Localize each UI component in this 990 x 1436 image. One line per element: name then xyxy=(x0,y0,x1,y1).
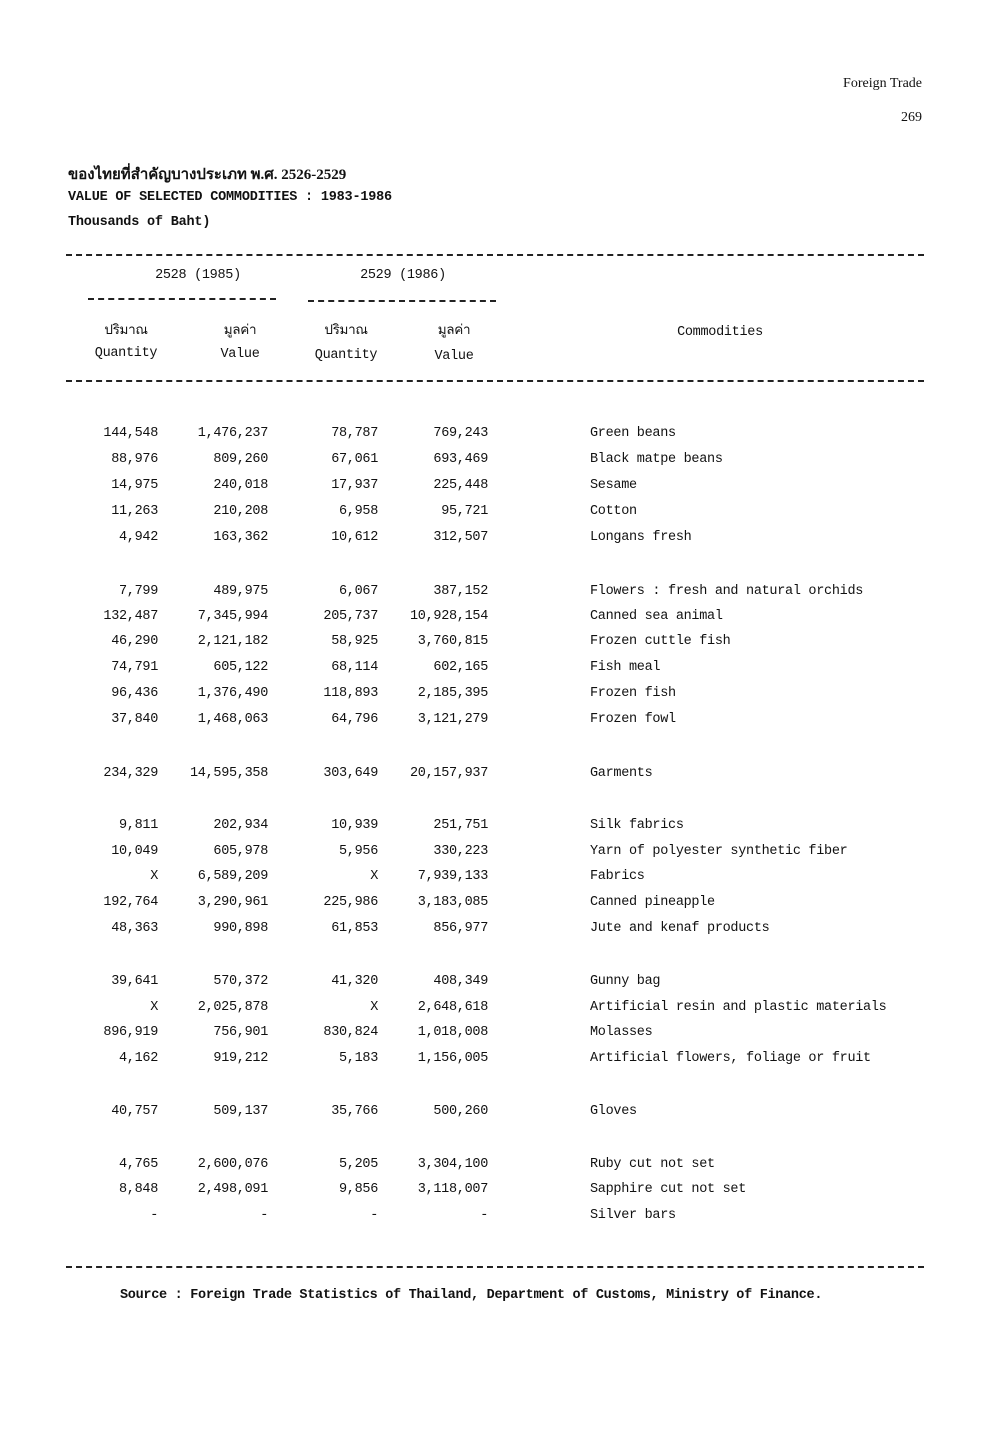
quantity-1986: 6,958 xyxy=(338,504,378,519)
quantity-1985: 96,436 xyxy=(111,686,158,701)
value-1985: 990,898 xyxy=(213,921,268,936)
table-row xyxy=(0,869,990,893)
quantity-1986: 17,937 xyxy=(331,478,378,493)
commodity-name: Artificial resin and plastic materials xyxy=(590,1000,887,1015)
value-1985: 2,600,076 xyxy=(197,1157,268,1172)
source-note: Source : Foreign Trade Statistics of Thailand, Department of Customs, Ministry of Finance. xyxy=(120,1288,823,1303)
unit-note: Thousands of Baht) xyxy=(68,215,211,230)
quantity-1986: 68,114 xyxy=(331,660,378,675)
value-1985: 1,468,063 xyxy=(197,712,268,727)
thai-title: ของไทยที่สำคัญบางประเภท พ.ศ. 2526-2529 xyxy=(68,167,347,183)
value-1985: 1,476,237 xyxy=(197,426,268,441)
table-row xyxy=(0,686,990,710)
quantity-1985: 132,487 xyxy=(103,609,158,624)
table-row xyxy=(0,1051,990,1075)
quantity-1985: 40,757 xyxy=(111,1104,158,1119)
commodity-name: Black matpe beans xyxy=(590,452,723,467)
table-row xyxy=(0,766,990,790)
value-1985: 2,498,091 xyxy=(197,1182,268,1197)
commodity-name: Canned pineapple xyxy=(590,895,715,910)
value-1985: 1,376,490 xyxy=(197,686,268,701)
quantity-1985: X xyxy=(150,869,158,884)
commodity-name: Gloves xyxy=(590,1104,637,1119)
quantity-1985: 896,919 xyxy=(103,1025,158,1040)
value-1986: 387,152 xyxy=(433,584,488,599)
quantity-1986: 64,796 xyxy=(331,712,378,727)
year-1986-rule xyxy=(308,300,496,302)
value-1985: 202,934 xyxy=(213,818,268,833)
commodity-name: Fish meal xyxy=(590,660,661,675)
commodity-name: Frozen fish xyxy=(590,686,676,701)
value-1985: 14,595,358 xyxy=(189,766,268,781)
commodity-name: Yarn of polyester synthetic fiber xyxy=(590,844,848,859)
quantity-1986: 58,925 xyxy=(331,634,378,649)
value-1985: 2,121,182 xyxy=(197,634,268,649)
commodity-name: Silver bars xyxy=(590,1208,676,1223)
table-row xyxy=(0,452,990,476)
table-title: VALUE OF SELECTED COMMODITIES : 1983-1986 xyxy=(68,190,392,205)
value-1985: 7,345,994 xyxy=(197,609,268,624)
header-quantity-1985: Quantity xyxy=(94,346,158,361)
table-row xyxy=(0,895,990,919)
value-1985: 3,290,961 xyxy=(197,895,268,910)
quantity-1986: - xyxy=(370,1208,378,1223)
quantity-1985: 4,942 xyxy=(118,530,158,545)
value-1986: 10,928,154 xyxy=(409,609,488,624)
quantity-1985: 37,840 xyxy=(111,712,158,727)
value-1986: 769,243 xyxy=(433,426,488,441)
commodity-name: Cotton xyxy=(590,504,637,519)
value-1985: 240,018 xyxy=(213,478,268,493)
value-1986: 602,165 xyxy=(433,660,488,675)
value-1985: 605,978 xyxy=(213,844,268,859)
table-row xyxy=(0,1208,990,1232)
quantity-1986: 10,939 xyxy=(331,818,378,833)
value-1985: 756,901 xyxy=(213,1025,268,1040)
quantity-1985: 9,811 xyxy=(118,818,158,833)
table-row xyxy=(0,634,990,658)
header-value-1985: Value xyxy=(220,347,260,362)
header-commodities: Commodities xyxy=(677,325,763,340)
quantity-1986: 5,183 xyxy=(338,1051,378,1066)
quantity-1986: 67,061 xyxy=(331,452,378,467)
commodity-name: Garments xyxy=(590,766,653,781)
value-1986: 2,648,618 xyxy=(417,1000,488,1015)
value-1986: 3,183,085 xyxy=(417,895,488,910)
value-1986: 3,304,100 xyxy=(417,1157,488,1172)
quantity-1985: 144,548 xyxy=(103,426,158,441)
value-1986: 312,507 xyxy=(433,530,488,545)
commodity-name: Frozen cuttle fish xyxy=(590,634,731,649)
quantity-1986: 5,956 xyxy=(338,844,378,859)
commodity-name: Flowers : fresh and natural orchids xyxy=(590,584,864,599)
quantity-1986: 205,737 xyxy=(323,609,378,624)
table-row xyxy=(0,609,990,633)
quantity-1986: 118,893 xyxy=(323,686,378,701)
value-1986: 3,121,279 xyxy=(417,712,488,727)
commodity-name: Molasses xyxy=(590,1025,653,1040)
bottom-rule xyxy=(66,1266,924,1268)
header-value-th-1986: มูลค่า xyxy=(437,322,471,337)
header-year-1985: 2528 (1985) xyxy=(155,268,241,283)
table-row xyxy=(0,1025,990,1049)
header-quantity-1986: Quantity xyxy=(314,348,378,363)
quantity-1985: 46,290 xyxy=(111,634,158,649)
header-value-th-1985: มูลค่า xyxy=(223,322,257,337)
table-row xyxy=(0,1157,990,1181)
value-1985: 6,589,209 xyxy=(197,869,268,884)
value-1986: 1,018,008 xyxy=(417,1025,488,1040)
header-quantity-th-1985: ปริมาณ xyxy=(104,322,148,337)
quantity-1985: 74,791 xyxy=(111,660,158,675)
value-1986: 3,760,815 xyxy=(417,634,488,649)
value-1986: 7,939,133 xyxy=(417,869,488,884)
value-1986: 2,185,395 xyxy=(417,686,488,701)
table-row xyxy=(0,1182,990,1206)
value-1985: 2,025,878 xyxy=(197,1000,268,1015)
header-value-1986: Value xyxy=(434,349,474,364)
table-row xyxy=(0,921,990,945)
quantity-1986: 9,856 xyxy=(338,1182,378,1197)
table-row xyxy=(0,504,990,528)
quantity-1986: 830,824 xyxy=(323,1025,378,1040)
quantity-1985: X xyxy=(150,1000,158,1015)
quantity-1985: 7,799 xyxy=(118,584,158,599)
quantity-1985: 234,329 xyxy=(103,766,158,781)
table-row xyxy=(0,844,990,868)
table-row xyxy=(0,712,990,736)
commodity-name: Sesame xyxy=(590,478,637,493)
value-1986: 225,448 xyxy=(433,478,488,493)
commodity-name: Sapphire cut not set xyxy=(590,1182,747,1197)
value-1985: 919,212 xyxy=(213,1051,268,1066)
quantity-1986: 5,205 xyxy=(338,1157,378,1172)
quantity-1985: 39,641 xyxy=(111,974,158,989)
quantity-1985: 4,162 xyxy=(118,1051,158,1066)
commodity-name: Ruby cut not set xyxy=(590,1157,715,1172)
value-1986: 1,156,005 xyxy=(417,1051,488,1066)
table-row xyxy=(0,1104,990,1128)
quantity-1985: 192,764 xyxy=(103,895,158,910)
commodity-name: Canned sea animal xyxy=(590,609,723,624)
header-bottom-rule xyxy=(66,380,924,382)
commodity-name: Longans fresh xyxy=(590,530,692,545)
table-row xyxy=(0,1000,990,1024)
quantity-1985: - xyxy=(150,1208,158,1223)
value-1985: 489,975 xyxy=(213,584,268,599)
table-row xyxy=(0,530,990,554)
quantity-1986: 10,612 xyxy=(331,530,378,545)
quantity-1986: 6,067 xyxy=(338,584,378,599)
value-1986: 95,721 xyxy=(441,504,488,519)
commodity-name: Jute and kenaf products xyxy=(590,921,770,936)
quantity-1986: 41,320 xyxy=(331,974,378,989)
quantity-1985: 88,976 xyxy=(111,452,158,467)
table-row xyxy=(0,660,990,684)
table-row xyxy=(0,974,990,998)
quantity-1985: 14,975 xyxy=(111,478,158,493)
quantity-1986: 35,766 xyxy=(331,1104,378,1119)
value-1986: - xyxy=(480,1208,488,1223)
value-1985: 570,372 xyxy=(213,974,268,989)
year-1985-rule xyxy=(88,298,276,300)
commodity-name: Gunny bag xyxy=(590,974,661,989)
value-1986: 330,223 xyxy=(433,844,488,859)
value-1986: 251,751 xyxy=(433,818,488,833)
quantity-1985: 4,765 xyxy=(118,1157,158,1172)
value-1985: 210,208 xyxy=(213,504,268,519)
value-1985: 809,260 xyxy=(213,452,268,467)
table-row xyxy=(0,584,990,608)
value-1985: 509,137 xyxy=(213,1104,268,1119)
value-1986: 3,118,007 xyxy=(417,1182,488,1197)
value-1986: 408,349 xyxy=(433,974,488,989)
value-1986: 500,260 xyxy=(433,1104,488,1119)
page-number: 269 xyxy=(901,110,922,125)
commodity-name: Green beans xyxy=(590,426,676,441)
value-1985: 163,362 xyxy=(213,530,268,545)
commodity-name: Frozen fowl xyxy=(590,712,676,727)
commodity-name: Silk fabrics xyxy=(590,818,684,833)
quantity-1986: 78,787 xyxy=(331,426,378,441)
value-1986: 856,977 xyxy=(433,921,488,936)
value-1985: - xyxy=(260,1208,268,1223)
quantity-1986: 61,853 xyxy=(331,921,378,936)
quantity-1985: 8,848 xyxy=(118,1182,158,1197)
quantity-1986: 303,649 xyxy=(323,766,378,781)
header-year-1986: 2529 (1986) xyxy=(360,268,446,283)
table-row xyxy=(0,478,990,502)
quantity-1986: X xyxy=(370,1000,378,1015)
value-1986: 693,469 xyxy=(433,452,488,467)
value-1985: 605,122 xyxy=(213,660,268,675)
quantity-1986: X xyxy=(370,869,378,884)
quantity-1985: 48,363 xyxy=(111,921,158,936)
quantity-1985: 11,263 xyxy=(111,504,158,519)
top-rule xyxy=(66,254,924,256)
table-row xyxy=(0,818,990,842)
commodity-name: Fabrics xyxy=(590,869,645,884)
commodity-name: Artificial flowers, foliage or fruit xyxy=(590,1051,871,1066)
value-1986: 20,157,937 xyxy=(409,766,488,781)
table-row xyxy=(0,426,990,450)
header-quantity-th-1986: ปริมาณ xyxy=(324,322,368,337)
quantity-1986: 225,986 xyxy=(323,895,378,910)
running-head: Foreign Trade xyxy=(843,76,922,91)
quantity-1985: 10,049 xyxy=(111,844,158,859)
